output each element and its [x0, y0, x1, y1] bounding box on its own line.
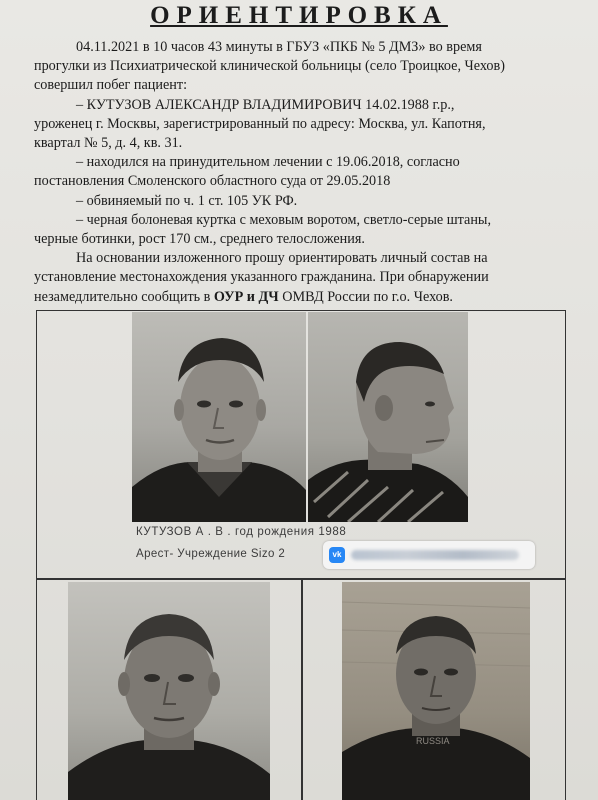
- vk-watermark-badge[interactable]: [323, 541, 535, 569]
- person-line-3: квартал № 5, д. 4, кв. 31.: [34, 135, 183, 152]
- photo-bottom-right: [342, 582, 530, 800]
- request-line-3-bold: ОУР и ДЧ: [213, 288, 279, 305]
- incident-line-1: 04.11.2021 в 10 часов 43 минуты в ГБУЗ «ПКБ № 5 ДМЗ» во время: [76, 39, 482, 55]
- incident-line-2: прогулки из Психиатрической клинической больницы (село Троицкое, Чехов): [34, 58, 505, 75]
- person-line-2: уроженец г. Москвы, зарегистрированный по адресу: Москва, ул. Капотня,: [34, 115, 486, 132]
- vk-logo-icon: vk: [329, 547, 345, 563]
- request-line-3: [34, 288, 570, 307]
- photo-bottom-left: [68, 582, 270, 800]
- photo-grid-divider-vertical: [301, 578, 303, 800]
- treatment-line-1: – находился на принудительном лечении с 19.06.2018, согласно: [76, 154, 460, 171]
- mugshot-profile: [308, 312, 468, 522]
- mugshot-front: [132, 312, 306, 522]
- document-body: [34, 38, 570, 307]
- blurred-username: [351, 550, 519, 560]
- clothing-line-1: – черная болоневая куртка с меховым воротом, светло-серые штаны,: [76, 211, 492, 228]
- request-line-1: На основании изложенного прошу ориентировать личный состав на: [76, 250, 488, 267]
- person-line-1: – КУТУЗОВ АЛЕКСАНДР ВЛАДИМИРОВИЧ 14.02.1988 г.р.,: [76, 96, 455, 113]
- request-line-3-start: незамедлительно сообщить в: [34, 288, 214, 305]
- request-line-3-end: ОМВД России по г.о. Чехов.: [278, 288, 453, 305]
- document-title: ОРИЕНТИРОВКА: [150, 2, 448, 29]
- treatment-line-2: постановления Смоленского областного суда от 29.05.2018: [34, 173, 391, 190]
- shirt-print-text: RUSSIA: [416, 736, 450, 746]
- charge-line: – обвиняемый по ч. 1 ст. 105 УК РФ.: [76, 192, 298, 209]
- mugshot-caption-name: КУТУЗОВ А . В . год рождения 1988: [136, 526, 347, 538]
- mugshot-caption-institution: Арест- Учреждение Sizo 2: [136, 548, 286, 560]
- clothing-line-2: черные ботинки, рост 170 см., среднего телосложения.: [34, 231, 365, 248]
- incident-line-3: совершил побег пациент:: [34, 77, 188, 94]
- request-line-2: установление местонахождения указанного гражданина. При обнаружении: [34, 269, 489, 286]
